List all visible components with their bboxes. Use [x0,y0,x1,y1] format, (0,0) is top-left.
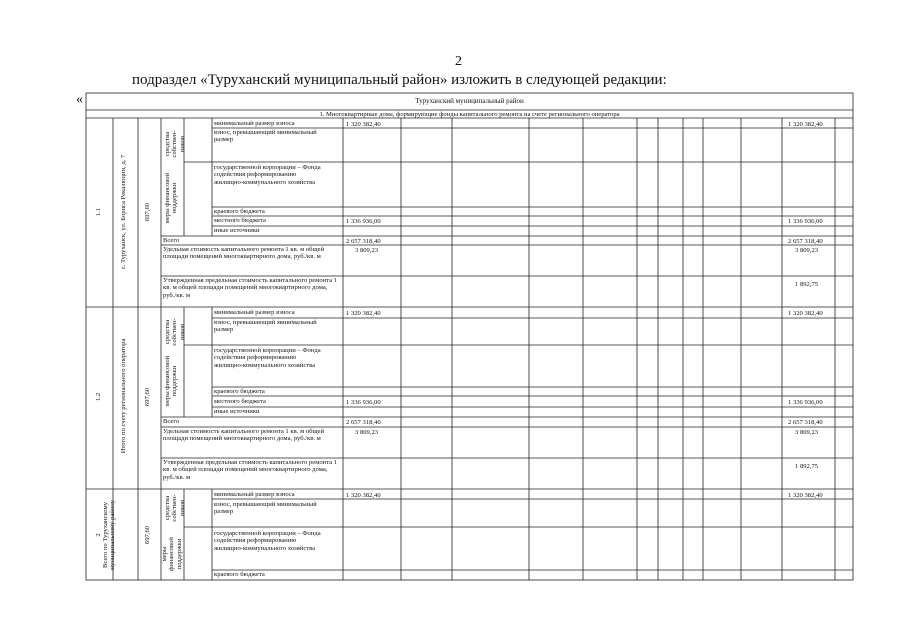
above-min-label: взнос, превышающий минимальный размер [214,129,317,144]
open-quote: « [76,92,83,107]
other-sources-label: иные источники [214,227,260,234]
total-value: 2 657 318,40 [346,419,381,426]
row-area: 697,60 [144,525,151,545]
min-contribution-value: 1 320 382,40 [346,492,381,499]
row-area: 697,60 [144,202,151,222]
state-corp-label: государственной корпорации – Фонда содействия реформированию жилищно-коммунального хозяйства [214,164,321,186]
min-contribution-label: минимальный размер взноса [214,491,295,498]
local-budget-value: 1 336 936,00 [346,218,381,225]
min-contribution-label: минимальный размер взноса [214,120,295,127]
total-label: Всего [163,418,180,425]
regional-budget-label: краевого бюджета [214,388,265,395]
row-number: 1.1 [95,207,102,217]
row-area: 697,60 [144,387,151,407]
approved-cost-label: Утвержденная предельная стоимость капитального ремонта 1 кв. м общей площади помещений многоквартирного дома, руб./кв. м [163,277,337,299]
state-corp-label: государственной корпорации – Фонда содействия реформированию жилищно-коммунального хозяйства [214,530,321,552]
sum-min-contribution-value: 1 320 382,40 [788,310,823,317]
approved-cost-value: 1 892,75 [795,463,819,470]
row-number: 1.2 [95,392,102,402]
local-budget-value: 1 336 936,00 [346,399,381,406]
fin-support-label: меры финансовой поддержки [164,172,179,224]
row-address: с. Туруханск, ул. Бориса Рекалюции, д. 7 [120,154,127,270]
min-contribution-label: минимальный размер взноса [214,309,295,316]
above-min-label: взнос, превышающий минимальный размер [214,501,317,516]
sum-min-contribution-value: 1 320 382,40 [788,121,823,128]
other-sources-label: иные источники [214,408,260,415]
total-value: 2 657 318,40 [346,238,381,245]
fin-support-label: меры финансовой поддержки [164,355,179,407]
regional-budget-label: краевого бюджета [214,571,265,578]
own-funds-label: средства собствен-ников [164,494,186,522]
row-address: Всего по Туруханскому муниципальному району [102,499,117,571]
sum-local-budget-value: 1 336 936,00 [788,218,823,225]
row-number: 2 [95,533,102,537]
table-title: Туруханский муниципальный район [415,97,524,105]
own-funds-label: средства собствен-ников [164,318,186,346]
above-min-label: взнос, превышающий минимальный размер [214,319,317,334]
sum-local-budget-value: 1 336 936,00 [788,399,823,406]
specific-cost-label: Удельная стоимость капитального ремонта 1 кв. м общей площади помещений многоквартирного дома, руб./кв. м [163,246,324,261]
state-corp-label: государственной корпорации – Фонда содействия реформированию жилищно-коммунального хозяйства [214,347,321,369]
sum-specific-cost-value: 3 809,23 [795,429,819,436]
section-heading: подраздел «Туруханский муниципальный район» изложить в следующей редакции: [132,72,667,88]
row-address: Итого по счету регионального оператора [120,338,127,454]
fin-support-label: меры финансовой поддержки [161,537,183,571]
sum-total-value: 2 657 318,40 [788,419,823,426]
min-contribution-value: 1 320 382,40 [346,310,381,317]
total-label: Всего [163,237,180,244]
page-number: 2 [455,54,462,69]
specific-cost-value: 3 809,23 [355,247,379,254]
sum-total-value: 2 657 318,40 [788,238,823,245]
specific-cost-label: Удельная стоимость капитального ремонта 1 кв. м общей площади помещений многоквартирного дома, руб./кв. м [163,428,324,443]
approved-cost-label: Утвержденная предельная стоимость капитального ремонта 1 кв. м общей площади помещений многоквартирного дома, руб./кв. м [163,459,337,481]
specific-cost-value: 3 809,23 [355,429,379,436]
approved-cost-value: 1 892,75 [795,281,819,288]
own-funds-label: средства собствен-ников [164,130,186,158]
local-budget-label: местного бюджета [214,217,266,224]
local-budget-label: местного бюджета [214,398,266,405]
regional-budget-label: краевого бюджета [214,208,265,215]
table-section-title: 1. Многоквартирные дома, формирующие фонды капитального ремонта на счете регионального оператора [319,111,620,118]
min-contribution-value: 1 320 382,40 [346,121,381,128]
sum-min-contribution-value: 1 320 382,40 [788,492,823,499]
sum-specific-cost-value: 3 809,23 [795,247,819,254]
